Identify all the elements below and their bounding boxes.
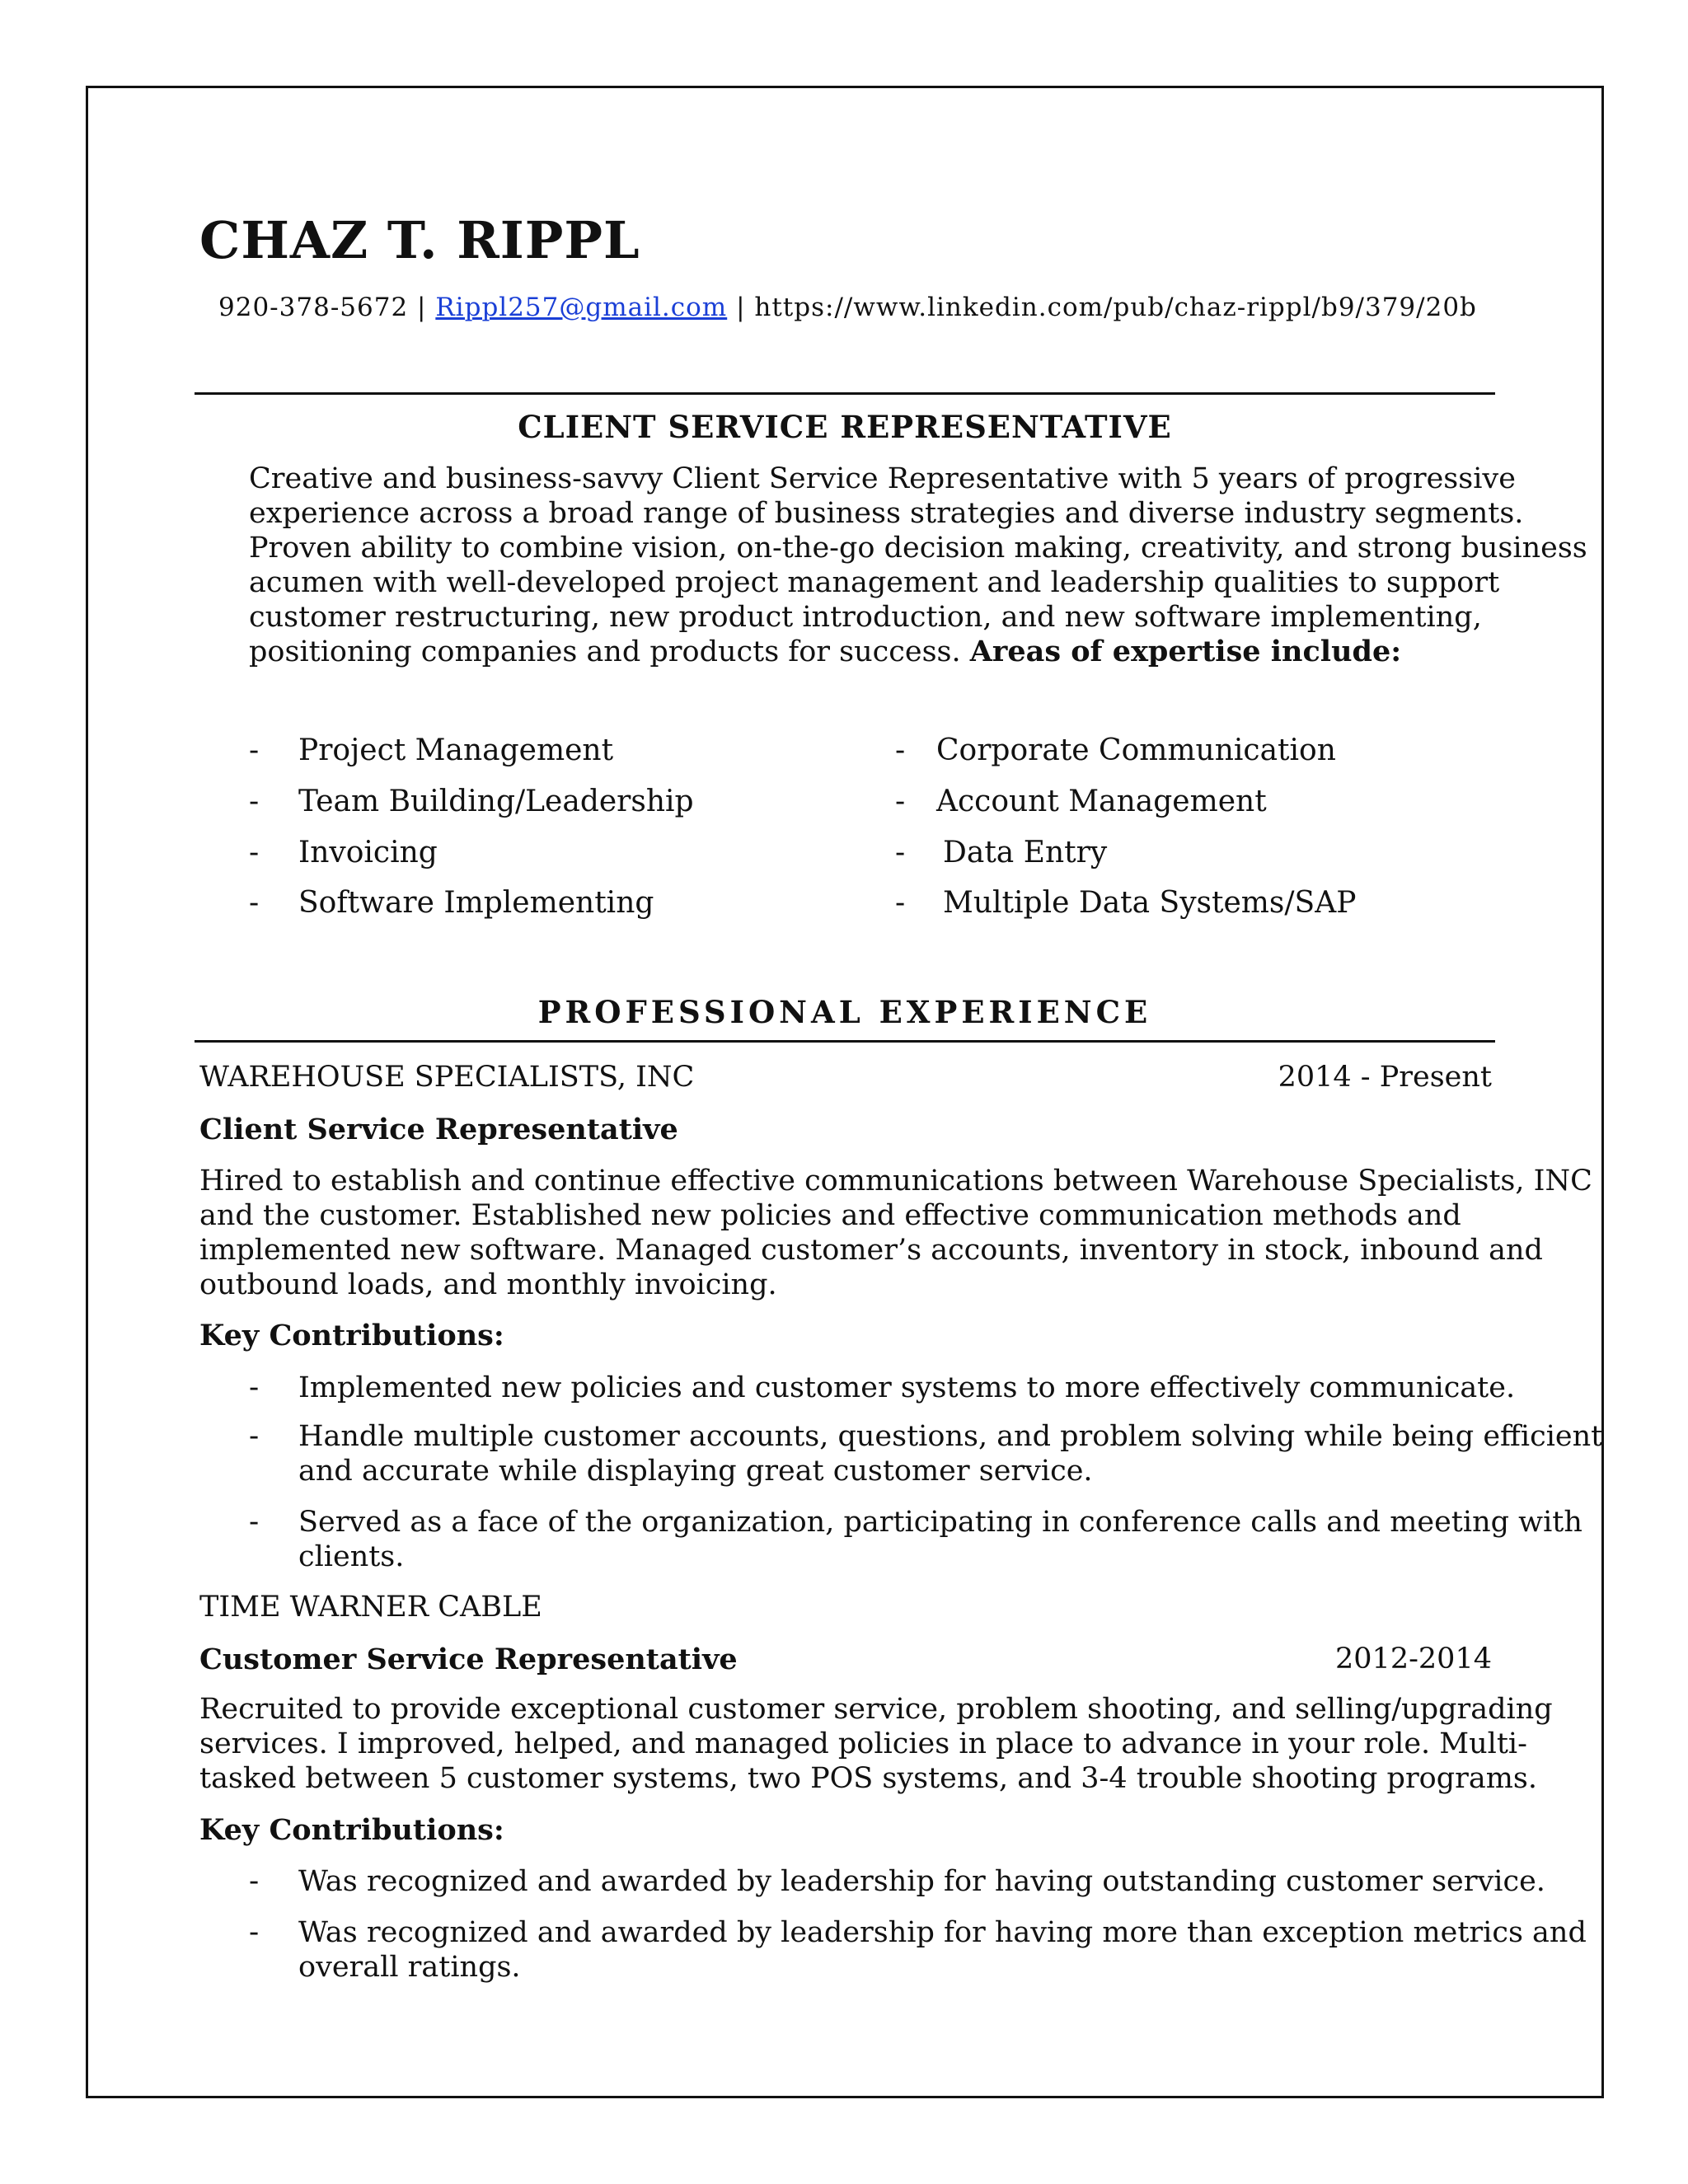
bullet-dash: - — [895, 733, 906, 767]
skill-item: Corporate Communication — [936, 733, 1336, 767]
bullet-dash: - — [249, 1505, 260, 1539]
job-title: Customer Service Representative — [199, 1643, 738, 1676]
description-line: services. I improved, helped, and managed policies in place to advance in your role. Multi- — [199, 1727, 1527, 1760]
description-line: Recruited to provide exceptional customer service, problem shooting, and selling/upgrading — [199, 1693, 1553, 1726]
bullet-dash: - — [895, 886, 906, 920]
contribution-line: Was recognized and awarded by leadership for having outstanding customer service. — [298, 1865, 1545, 1898]
contributions-label: Key Contributions: — [199, 1319, 504, 1352]
bullet-dash: - — [249, 886, 260, 920]
contribution-item — [298, 1371, 1515, 1405]
skill-item: Data Entry — [943, 836, 1108, 869]
expertise-label: Areas of expertise include: — [969, 635, 1402, 668]
summary-line: acumen with well-developed project management and leadership qualities to support — [249, 566, 1500, 599]
company-name: TIME WARNER CABLE — [199, 1591, 542, 1624]
phone-number: 920-378-5672 | — [218, 293, 427, 322]
summary-last-line — [249, 635, 1502, 669]
bullet-dash: - — [249, 1915, 260, 1949]
skill-item: Software Implementing — [298, 886, 654, 920]
employment-dates: 2012-2014 — [1335, 1643, 1492, 1675]
contribution-line: Served as a face of the organization, participating in conference calls and meeting with — [298, 1506, 1582, 1539]
contribution-item — [298, 1915, 1587, 1985]
bullet-dash: - — [249, 733, 260, 767]
skill-item: Team Building/Leadership — [298, 785, 694, 818]
contribution-item — [298, 1864, 1545, 1899]
skill-item: Account Management — [936, 785, 1267, 818]
contribution-line: Implemented new policies and customer systems to more effectively communicate. — [298, 1371, 1516, 1404]
summary-line: Proven ability to combine vision, on-the-go decision making, creativity, and strong business — [249, 532, 1587, 565]
company-name: WAREHOUSE SPECIALISTS, INC — [199, 1061, 695, 1094]
description-line: Hired to establish and continue effective communications between Warehouse Specialists, INC — [199, 1165, 1592, 1197]
contribution-line: overall ratings. — [298, 1951, 521, 1984]
contact-line — [218, 293, 1477, 322]
contribution-line: and accurate while displaying great customer service. — [298, 1455, 1093, 1488]
summary-heading: CLIENT SERVICE REPRESENTATIVE — [518, 409, 1172, 445]
skill-item: Multiple Data Systems/SAP — [943, 886, 1357, 920]
linkedin-url: | https://www.linkedin.com/pub/chaz-rippl/b9/379/20b — [736, 293, 1477, 322]
bullet-dash: - — [249, 836, 260, 869]
summary-line: customer restructuring, new product introduction, and new software implementing, — [249, 601, 1482, 634]
job-description — [199, 1692, 1553, 1796]
summary-line: experience across a broad range of business strategies and diverse industry segments. — [249, 497, 1524, 530]
bullet-dash: - — [249, 1371, 260, 1404]
email-link[interactable]: Rippl257@gmail.com — [435, 293, 728, 322]
bullet-dash: - — [895, 785, 906, 818]
description-line: outbound loads, and monthly invoicing. — [199, 1268, 777, 1301]
bullet-dash: - — [249, 1864, 260, 1898]
contribution-item — [298, 1505, 1582, 1574]
contribution-line: Was recognized and awarded by leadership for having more than exception metrics and — [298, 1916, 1587, 1949]
skill-item: Project Management — [298, 733, 614, 767]
candidate-name: CHAZ T. RIPPL — [199, 210, 640, 270]
job-title: Client Service Representative — [199, 1113, 678, 1146]
header-divider — [195, 392, 1495, 395]
contributions-label: Key Contributions: — [199, 1813, 504, 1847]
employment-dates: 2014 - Present — [1278, 1061, 1492, 1094]
summary-line: Creative and business-savvy Client Service Representative with 5 years of progressive — [249, 462, 1516, 495]
bullet-dash: - — [895, 836, 906, 869]
summary-line: positioning companies and products for success. — [249, 635, 961, 668]
bullet-dash: - — [249, 785, 260, 818]
contribution-line: Handle multiple customer accounts, questions, and problem solving while being efficient — [298, 1420, 1603, 1453]
description-line: tasked between 5 customer systems, two POS systems, and 3-4 trouble shooting programs. — [199, 1762, 1538, 1795]
job-description — [199, 1164, 1592, 1302]
experience-divider — [195, 1040, 1495, 1043]
skill-item: Invoicing — [298, 836, 438, 869]
bullet-dash: - — [249, 1419, 260, 1453]
contribution-line: clients. — [298, 1540, 405, 1573]
contribution-item — [298, 1419, 1602, 1488]
description-line: and the customer. Established new policies and effective communication methods and — [199, 1199, 1461, 1232]
experience-heading: PROFESSIONAL EXPERIENCE — [537, 994, 1152, 1030]
description-line: implemented new software. Managed customer’s accounts, inventory in stock, inbound and — [199, 1234, 1543, 1267]
summary-paragraph — [249, 462, 1587, 669]
